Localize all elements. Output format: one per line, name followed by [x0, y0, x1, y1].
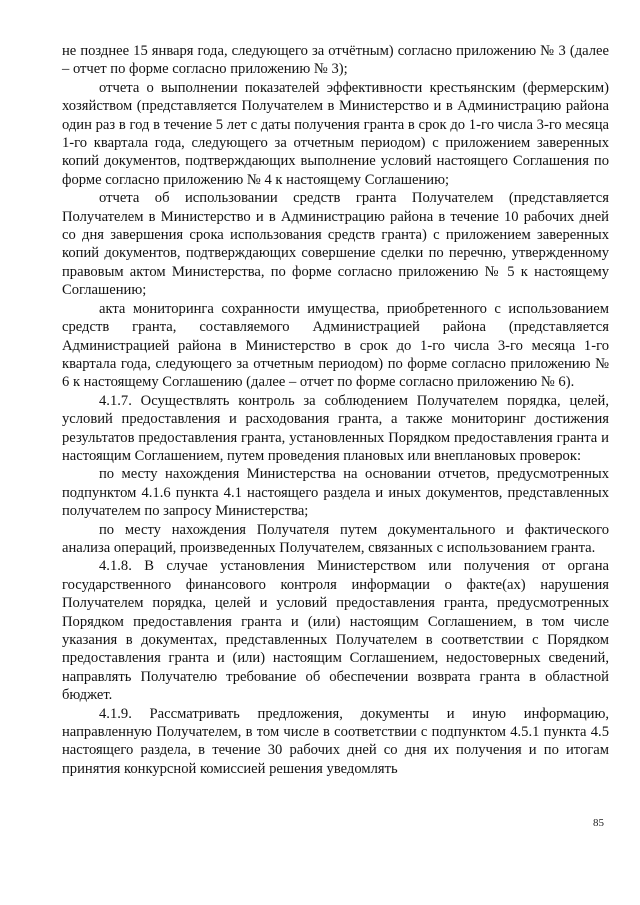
page-number: 85 [593, 817, 604, 829]
paragraph-8: 4.1.8. В случае установления Министерством или получения от органа государственного финансового контроля информации о факте(ах) нарушения Получателем порядка, целей и условий предоставления гранта, предусмотренных Порядком предоставления гранта и (или) настоящим Соглашением, в том числе указания в документах, представленных Получателем в соответствии с Порядком предоставления гранта и (или) настоящим Соглашением, недостоверных сведений, направлять Получателю требование об обеспечении возврата гранта в областной бюджет. [62, 558, 609, 704]
paragraph-7: по месту нахождения Получателя путем документального и фактического анализа операций, произведенных Получателем, связанных с использованием гранта. [62, 521, 609, 556]
paragraph-2: отчета о выполнении показателей эффективности крестьянским (фермерским) хозяйством (представляется Получателем в Министерство и в Администрацию района один раз в год в течение 5 лет с даты получения гранта в срок до 1-го числа 3-го месяца 1-го квартала года, следующего за отчетным периодом) с приложением заверенных копий документов, подтверждающих выполнение условий настоящего Соглашения по форме согласно приложению № 4 к настоящему Соглашению; [62, 79, 609, 188]
paragraph-5: 4.1.7. Осуществлять контроль за соблюдением Получателем порядка, целей, условий предоставления и расходования гранта, а также мониторинг достижения результатов предоставления гранта, установленных Порядком предоставления гранта и настоящим Соглашением, путем проведения плановых или внеплановых проверок: [62, 392, 609, 464]
paragraph-9: 4.1.9. Рассматривать предложения, документы и иную информацию, направленную Получателем, в том числе в соответствии с подпунктом 4.5.1 пункта 4.5 настоящего раздела, в течение 30 рабочих дней со дня их получения и по итогам принятия конкурсной комиссией решения уведомлять [62, 705, 609, 777]
paragraph-1: не позднее 15 января года, следующего за отчётным) согласно приложению № 3 (далее – отчет по форме согласно приложению № 3); [62, 43, 609, 78]
paragraph-6: по месту нахождения Министерства на основании отчетов, предусмотренных подпунктом 4.1.6 пункта 4.1 настоящего раздела и иных документов, представленных получателем по запросу Министерства; [62, 466, 609, 520]
paragraph-3: отчета об использовании средств гранта Получателем (представляется Получателем в Министерство и в Администрацию района в течение 10 рабочих дней со дня завершения срока использования средств гранта) с приложением заверенных копий документов, подтверждающих совершение сделки по перечню, утвержденному правовым актом Министерства, по форме согласно приложению № 5 к настоящему Соглашению; [62, 190, 609, 299]
document-body [62, 42, 609, 778]
paragraph-4: акта мониторинга сохранности имущества, приобретенного с использованием средств гранта, составляемого Администрацией района (представляется Администрацией района в Министерство в срок до 1-го числа 3-го месяца 1-го квартала года, следующего за отчетным периодом) по форме согласно приложению № 6 к настоящему Соглашению (далее – отчет по форме согласно приложению № 6). [62, 300, 609, 391]
